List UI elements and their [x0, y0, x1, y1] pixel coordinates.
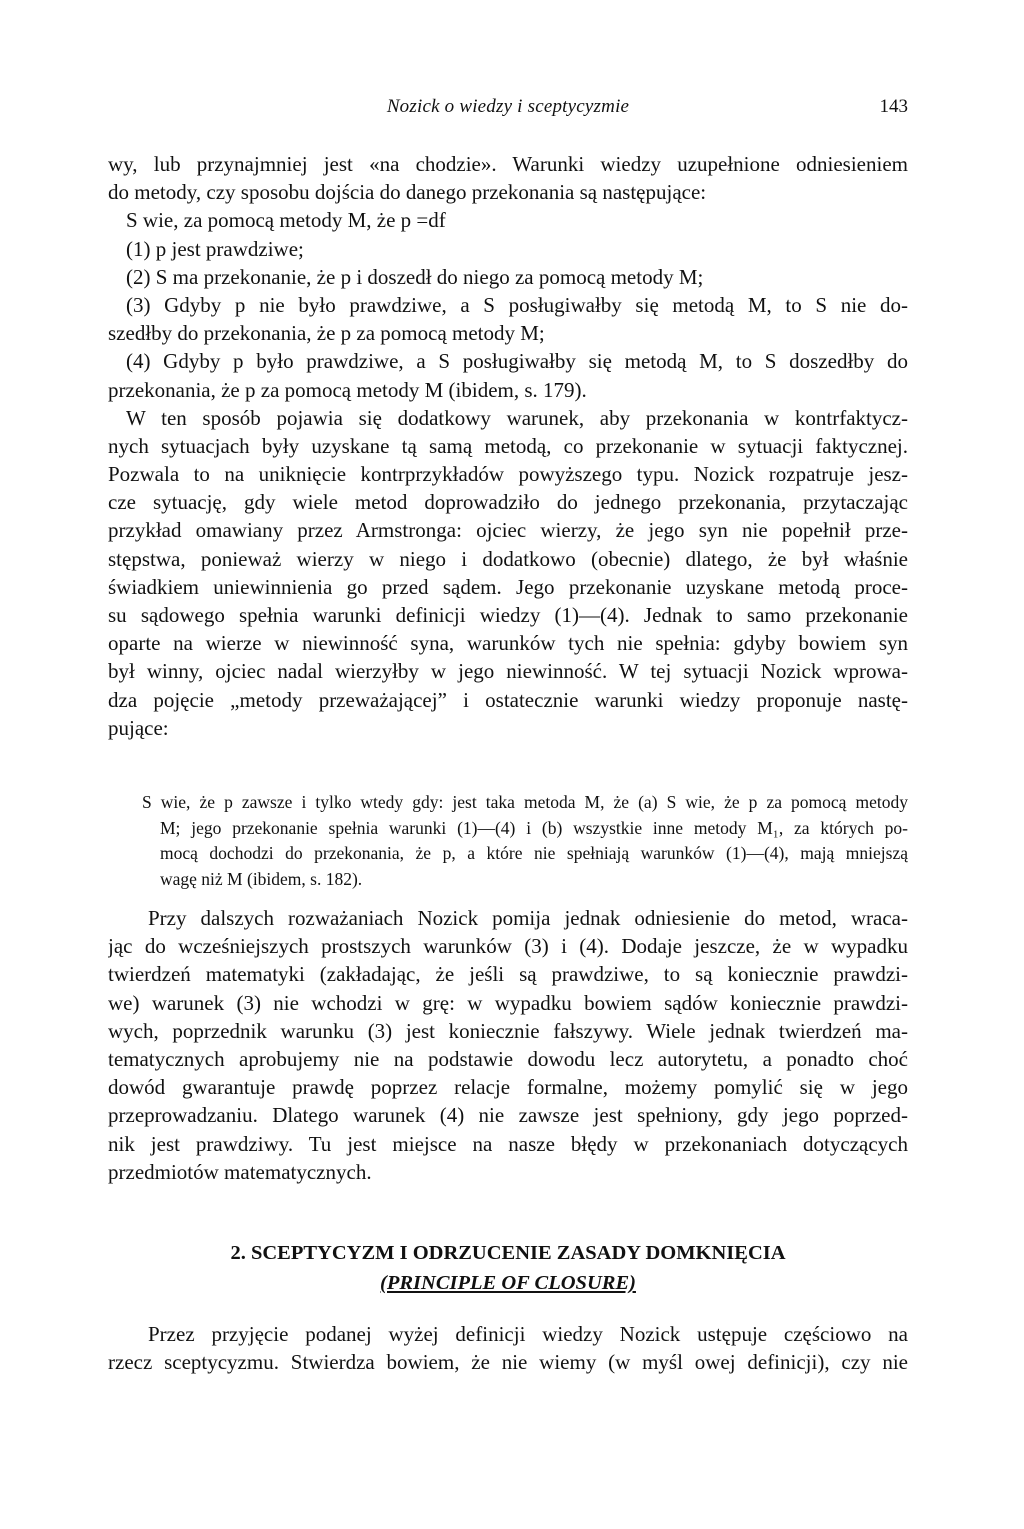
text-line: przeprowadzaniu. Dlatego warunek (4) nie zawsze jest spełniony, gdy jego poprzed- — [108, 1103, 908, 1128]
block-quote-final-conditions — [142, 790, 908, 892]
quote-line: S wie, że p zawsze i tylko wtedy gdy: jest taka metoda M, że (a) S wie, że p za pomocą metody — [142, 792, 908, 812]
quote-line: mocą dochodzi do przekonania, że p, a które nie spełniają warunków (1)—(4), mają mniejszą — [160, 843, 908, 863]
text-line: W ten sposób pojawia się dodatkowy warunek, aby przekonania w kontrfaktycz- — [126, 405, 908, 430]
quote-line: wagę niż M (ibidem, s. 182). — [160, 868, 363, 889]
text-line: nik jest prawdziwy. Tu jest miejsce na nasze błędy w przekonaniach dotyczących — [108, 1131, 908, 1156]
running-head — [108, 96, 908, 126]
section-heading-line-1: 2. SCEPTYCYZM I ODRZUCENIE ZASADY DOMKNIĘCIA — [230, 1242, 786, 1264]
text-line: rzecz sceptycyzmu. Stwierdza bowiem, że nie wiemy (w myśl owej definicji), czy nie — [108, 1350, 908, 1375]
text-line: twierdzeń matematyki (zakładając, że jeśli są prawdziwe, to są koniecznie prawdzi- — [108, 962, 908, 987]
text-line: su sądowego spełnia warunki definicji wiedzy (1)—(4). Jednak to samo przekonanie — [108, 603, 908, 627]
section-heading-line-2: (PRINCIPLE OF CLOSURE) — [380, 1272, 636, 1294]
text-line: wy, lub przynajmniej jest «na chodzie». Warunki wiedzy uzupełnione odniesieniem — [108, 152, 908, 176]
text-line: stępstwa, ponieważ wierzy w niego i dodatkowo (obecnie) dlatego, że był właśnie — [108, 546, 908, 571]
condition-3: (3) Gdyby p nie było prawdziwe, a S posługiwałby się metodą M, to S nie do- — [126, 292, 908, 317]
definition-head: S wie, za pomocą metody M, że p =df — [126, 208, 446, 233]
text-line: tematycznych aprobujemy nie na podstawie dowodu lecz autorytetu, a ponadto choć — [108, 1046, 908, 1071]
section-heading — [108, 1238, 908, 1298]
text-line: był winny, ojciec nadal wierzyłby w jego niewinność. W tej sytuacji Nozick wprowa- — [108, 659, 908, 684]
condition-1: (1) p jest prawdziwe; — [126, 236, 304, 261]
text-line: pujące: — [108, 715, 169, 740]
text-line: dza pojęcie „metody przeważającej” i ostatecznie warunki wiedzy proponuje nastę- — [108, 687, 908, 712]
condition-4-continued: przekonania, że p za pomocą metody M (ibidem, s. 179). — [108, 377, 587, 402]
text-line: dowód gwarantuje prawdę poprzez relacje formalne, możemy pomylić się w jego — [108, 1075, 908, 1100]
text-line: wych, poprzednik warunku (3) jest koniecznie fałszywy. Wiele jednak twierdzeń ma- — [108, 1018, 908, 1043]
text-line: Przez przyjęcie podanej wyżej definicji wiedzy Nozick ustępuje częściowo na — [148, 1322, 908, 1346]
text-line: przedmiotów matematycznych. — [108, 1159, 372, 1184]
paragraph-mathematical-beliefs — [108, 904, 908, 1186]
paragraph-scepticism — [108, 1320, 908, 1376]
text-line: we) warunek (3) nie wchodzi w grę: w wypadku bowiem sądów koniecznie prawdzi- — [108, 990, 908, 1015]
text-line: cze sytuację, gdy wiele metod doprowadziło do jednego przekonania, przytaczając — [108, 490, 908, 515]
condition-4: (4) Gdyby p było prawdziwe, a S posługiwałby się metodą M, to S doszedłby do — [126, 349, 908, 374]
text-line: przykład omawiany przez Armstronga: ojciec wierzy, że jego syn nie popełnił prze- — [108, 518, 908, 543]
text-line: jąc do wcześniejszych prostszych warunków (3) i (4). Dodaje jeszcze, że w wypadku — [108, 934, 908, 959]
quote-line: M; jego przekonanie spełnia warunki (1)—(4) i (b) wszystkie inne metody M₁, za których po- — [160, 817, 908, 838]
paragraph-definition-with-method — [108, 150, 908, 742]
text-line: oparte na wierze w niewinność syna, warunków tych nie spełnia: gdyby bowiem syn — [108, 631, 908, 656]
text-line: Pozwala to na uniknięcie kontrprzykładów powyższego typu. Nozick rozpatruje jesz- — [108, 462, 908, 487]
text-line: Przy dalszych rozważaniach Nozick pomija jednak odniesienie do metod, wraca- — [148, 906, 908, 930]
running-title: Nozick o wiedzy i sceptycyzmie — [386, 96, 630, 117]
text-line: nych sytuacjach były uzyskane tą samą metodą, co przekonanie w sytuacji faktycznej. — [108, 433, 908, 458]
text-line: do metody, czy sposobu dojścia do danego przekonania są następujące: — [108, 180, 707, 205]
page-number: 143 — [879, 96, 908, 117]
condition-2: (2) S ma przekonanie, że p i doszedł do niego za pomocą metody M; — [126, 264, 704, 289]
text-line: świadkiem uniewinnienia go przed sądem. Jego przekonanie uzyskane metodą proce- — [108, 574, 908, 599]
condition-3-continued: szedłby do przekonania, że p za pomocą metody M; — [108, 321, 545, 346]
